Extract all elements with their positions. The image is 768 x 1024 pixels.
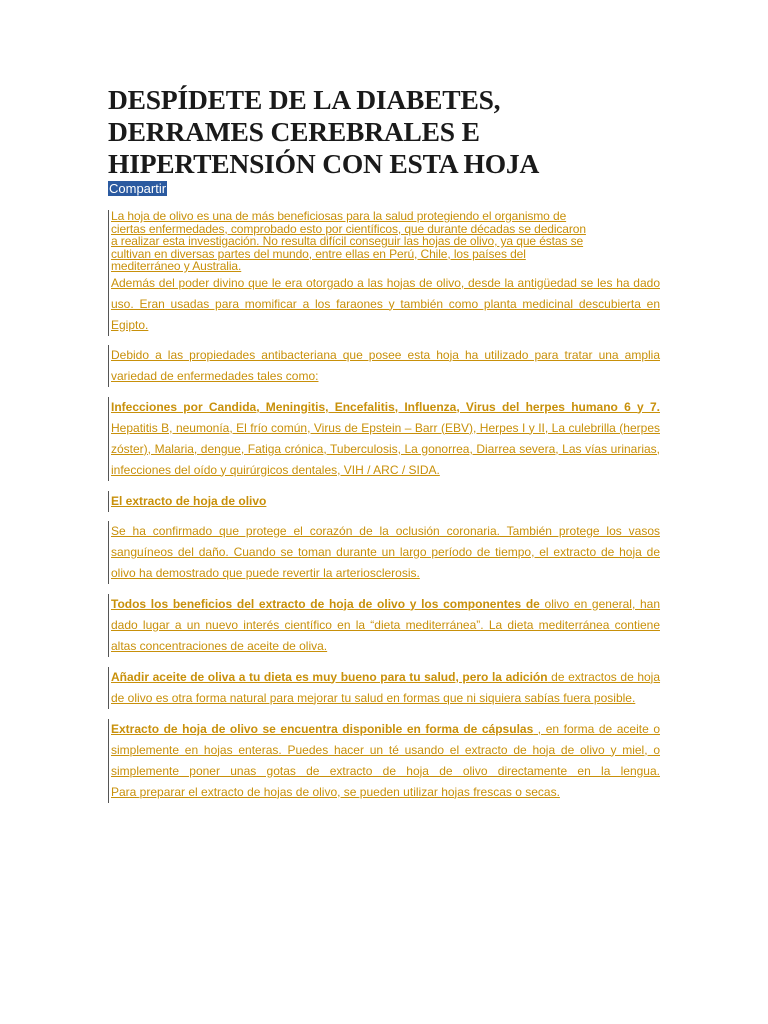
- share-link[interactable]: Compartir: [109, 181, 167, 196]
- extract-heading[interactable]: El extracto de hoja de olivo: [111, 493, 267, 508]
- intro-line-1[interactable]: La hoja de olivo es una de más beneficiosas para la salud protegiendo el organismo de: [111, 209, 567, 223]
- intro-block[interactable]: [108, 210, 660, 273]
- title-line-2: DERRAMES CEREBRALES E: [108, 116, 480, 147]
- capsules-block[interactable]: [108, 719, 660, 803]
- intro-line-2[interactable]: ciertas enfermedades, comprobado esto por científicos, que durante décadas se dedicaron: [111, 221, 586, 236]
- benefits-block[interactable]: [108, 594, 660, 657]
- article: [108, 84, 659, 803]
- capsules-paragraph[interactable]: [111, 719, 660, 782]
- intro-line-4[interactable]: cultivan en diversas partes del mundo, entre ellas en Perú, Chile, los países del: [111, 246, 526, 261]
- heart-paragraph[interactable]: Se ha confirmado que protege el corazón de la oclusión coronaria. También protege los vasos sanguíneos del daño. Cuando se toman durante un largo período de tiempo, el extracto de hoja de olivo ha demostrado que puede revertir la arteriosclerosis.: [111, 523, 660, 580]
- preparation-paragraph[interactable]: Para preparar el extracto de hojas de olivo, se pueden utilizar hojas frescas o secas.: [111, 784, 560, 799]
- diseases-bold[interactable]: Infecciones por Candida, Meningitis, Encefalitis, Influenza, Virus del herpes humano 6 y 7.: [111, 399, 660, 414]
- heart-block[interactable]: [108, 521, 660, 584]
- benefits-rest[interactable]: olivo en general, han dado lugar a un nuevo interés científico en la “dieta mediterránea”. La dieta mediterránea contiene altas concentraciones de aceite de oliva.: [111, 596, 661, 653]
- olive-oil-bold[interactable]: Añadir aceite de oliva a tu dieta es muy bueno para tu salud, pero la adición: [111, 669, 548, 684]
- title-line-3: HIPERTENSIÓN CON ESTA HOJA: [108, 148, 540, 179]
- intro-line-3[interactable]: a realizar esta investigación. No resulta difícil conseguir las hojas de olivo, ya que éstas se: [111, 234, 584, 248]
- history-block[interactable]: [108, 273, 660, 336]
- title-line-1: DESPÍDETE DE LA DIABETES,: [108, 84, 501, 115]
- olive-oil-rest[interactable]: de extractos de hoja de olivo es otra forma natural para mejorar tu salud en formas que ni siquiera sabías fuera posible.: [111, 669, 661, 705]
- page-title: [108, 84, 659, 180]
- diseases-rest[interactable]: Hepatitis B, neumonía, El frío común, Virus de Epstein – Barr (EBV), Herpes I y II, La culebrilla (herpes zóster), Malaria, dengue, Fatiga crónica, Tuberculosis, La gonorrea, Diarrea severa, Las vías urinarias, infecciones del oído y quirúrgicos dentales, VIH / ARC / SIDA.: [111, 420, 660, 477]
- antibacterial-paragraph[interactable]: Debido a las propiedades antibacteriana que posee esta hoja ha utilizado para tratar una amplia variedad de enfermedades tales como:: [111, 347, 660, 383]
- olive-oil-block[interactable]: [108, 667, 660, 709]
- diseases-block[interactable]: [108, 397, 660, 481]
- olive-oil-paragraph[interactable]: [111, 667, 660, 709]
- diseases-paragraph[interactable]: [111, 397, 660, 481]
- benefits-paragraph[interactable]: [111, 594, 660, 657]
- intro-line-5[interactable]: mediterráneo y Australia.: [111, 259, 242, 273]
- capsules-rest[interactable]: , en forma de aceite o simplemente en hojas enteras. Puedes hacer un té usando el extracto de hoja de olivo y miel, o simplemente poner unas gotas de extracto de hoja de olivo directamente en la lengua.: [111, 721, 660, 778]
- benefits-bold[interactable]: Todos los beneficios del extracto de hoja de olivo y los componentes de: [111, 596, 540, 611]
- capsules-bold[interactable]: Extracto de hoja de olivo se encuentra disponible en forma de cápsulas: [111, 721, 534, 736]
- antibacterial-block[interactable]: [108, 345, 660, 387]
- history-paragraph[interactable]: Además del poder divino que le era otorgado a las hojas de olivo, desde la antigüedad se les ha dado uso. Eran usadas para momificar a los faraones y también como planta medicinal descubierta en Egipto.: [111, 275, 660, 332]
- extract-heading-block[interactable]: [108, 491, 660, 512]
